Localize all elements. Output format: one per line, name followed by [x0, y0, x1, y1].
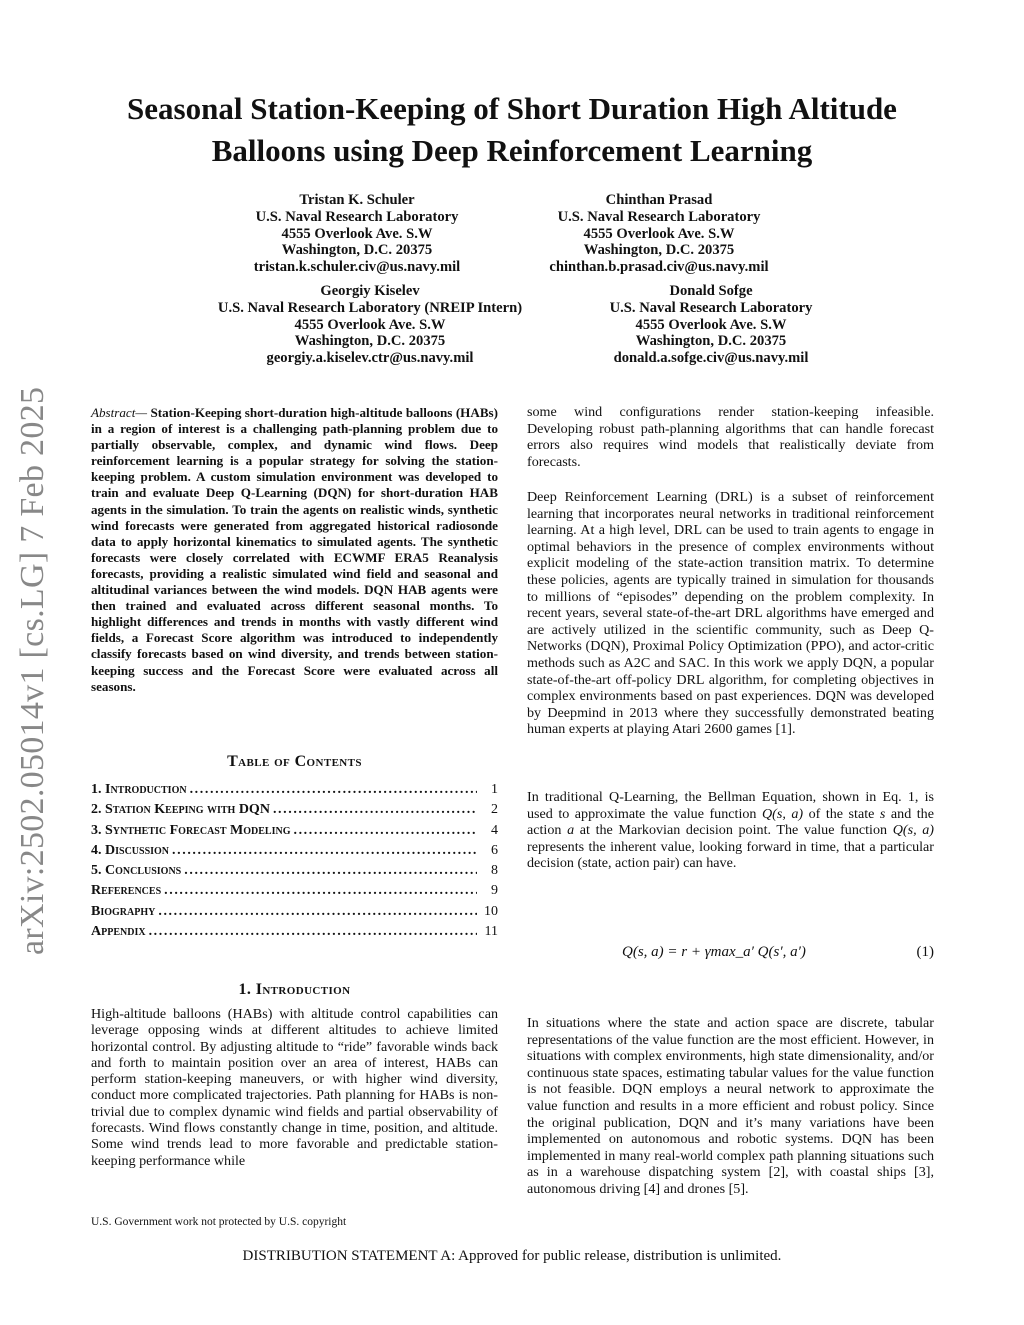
toc-entry-label: Biography	[91, 903, 156, 919]
author-email[interactable]: chinthan.b.prasad.civ@us.navy.mil	[549, 259, 769, 276]
toc-entry[interactable]	[91, 802, 498, 822]
toc-entry-page: 1	[491, 782, 498, 797]
body-paragraph: In situations where the state and action space are discrete, tabular representations of the value function are the most efficient. However, in situations with complex environments, high state dimensionality, and/or continuous state spaces, estimating tabular values for the value function is not feasible. DQN employs a neural network to approximate the value function and results in a more efficient and robust policy. Since the original publication, DQN and it’s many variations have been implemented on autonomous and robotic systems. DQN has been implemented in many real-world complex path planning situations such as in a warehouse dispatching system [2], with coastal ships [3], autonomous driving [4] and drones [5].	[527, 1015, 934, 1197]
text-run: represents the inherent value, looking forward in time, that a particular decision (state, action pair) can have.	[527, 838, 934, 872]
toc-entry-page: 8	[491, 863, 498, 879]
toc-entry-page: 6	[491, 842, 498, 858]
bellman-equation	[527, 944, 934, 966]
author-city: Washington, D.C. 20375	[294, 333, 446, 350]
author-city: Washington, D.C. 20375	[583, 242, 735, 259]
toc-leader	[172, 843, 477, 859]
introduction-paragraph: High-altitude balloons (HABs) with altitude control capabilities can leverage opposing winds at different altitudes to achieve limited horizontal control. By adjusting altitude to “ride” favorable winds back and forth to maintain position over an area of interest, HABs can perform station-keeping maneuvers, or with higher wind diversity, conduct more complicated trajectories. Path planning for HABs is non-trivial due to complex dynamic wind fields and partial observability of forecasts. Wind flows constantly change in time, position, and altitude. Some wind trends lead to more favorable and predictable station-keeping performance while	[91, 1006, 498, 1169]
body-paragraph	[527, 789, 934, 872]
toc-leader	[149, 924, 477, 940]
author-city: Washington, D.C. 20375	[635, 333, 787, 350]
author-name: Chinthan Prasad	[605, 192, 713, 208]
toc-leader	[164, 883, 477, 899]
author-email[interactable]: donald.a.sofge.civ@us.navy.mil	[613, 350, 809, 367]
author-block	[170, 283, 570, 367]
author-street: 4555 Overlook Ave. S.W	[294, 316, 446, 333]
toc-entry[interactable]	[91, 782, 498, 802]
copyright-footnote: U.S. Government work not protected by U.S. copyright	[91, 1216, 347, 1228]
abstract-text: Station-Keeping short-duration high-altitude balloons (HABs) in a region of interest is a challenging path-planning problem due to partially observable, complex, and dynamic wind flows. Deep reinforcement learning is a popular strategy for solving the station-keeping problem. A custom simulation environment was developed to train and evaluate Deep Q-Learning (DQN) for short-duration HAB agents in the simulation. To train the agents on realistic winds, synthetic wind forecasts were generated from aggregated historical radiosonde data to apply horizontal kinematics to simulated agents. The synthetic forecasts were closely correlated with ECWMF ERA5 Reanalysis forecasts, providing a realistic simulated wind field and seasonal and altitudinal variances between the wind models. DQN HAB agents were then trained and evaluated across different seasonal months. To highlight differences and trends in months with vastly different wind fields, a Forecast Score algorithm was introduced to independently classify forecasts based on wind diversity, and trends between station-keeping success and the Forecast Score were evaluated across all seasons.	[91, 405, 499, 694]
table-of-contents	[91, 782, 498, 944]
math-inline: s	[879, 805, 886, 822]
math-inline: a	[567, 822, 575, 839]
author-affiliation: U.S. Naval Research Laboratory	[609, 299, 813, 316]
toc-entry-label: 4. Discussion	[91, 842, 170, 858]
arxiv-identifier[interactable]: arXiv:2502.05014v1 [cs.LG] 7 Feb 2025	[14, 386, 51, 955]
toc-entry[interactable]	[91, 924, 498, 944]
toc-entry[interactable]	[91, 843, 498, 863]
body-paragraph: some wind configurations render station-keeping infeasible. Developing robust path-planning algorithms that can handle forecast errors also requires wind models that realistically deviate from forecasts.	[527, 404, 934, 470]
math-inline: Q(s, a)	[892, 822, 934, 839]
toc-entry-label: 3. Synthetic Forecast Modeling	[91, 822, 291, 838]
body-paragraph: Deep Reinforcement Learning (DRL) is a subset of reinforcement learning that incorporates neural networks in traditional reinforcement learning. At a high level, DRL can be used to train agents to engage in optimal behaviors in the presence of complex environments without explicit modeling of the state-action transition matrix. To determine these policies, agents are typically trained in simulation for thousands to millions of “episodes” depending on the problem complexity. In recent years, several state-of-the-art DRL algorithms have emerged and are actively utilized in the scientific community, such as Deep Q-Networks (DQN), Proximal Policy Optimization (PPO), and actor-critic methods such as A2C and SAC. In this work we apply DQN, a popular state-of-the-art off-policy DRL algorithm, for completing objectives in complex environments based on past experiences. DQN was developed by Deepmind in 2013 where they successfully demonstrated beating human experts at playing Atari 2600 games [1].	[527, 489, 934, 738]
author-name: Georgiy Kiselev	[320, 283, 420, 299]
toc-entry-page: 2	[491, 802, 498, 818]
toc-entry-label: 1. Introduction	[91, 782, 187, 797]
toc-leader	[184, 863, 477, 879]
text-run: and the action	[527, 805, 934, 839]
author-city: Washington, D.C. 20375	[281, 242, 433, 259]
paper-title: Seasonal Station-Keeping of Short Duration High Altitude Balloons using Deep Reinforcement Learning	[127, 91, 897, 168]
author-block	[561, 283, 861, 367]
author-email[interactable]: tristan.k.schuler.civ@us.navy.mil	[253, 259, 461, 276]
toc-leader	[293, 823, 477, 839]
author-street: 4555 Overlook Ave. S.W	[583, 225, 735, 242]
abstract-lead: Abstract—	[91, 405, 148, 420]
toc-entry-page: 4	[491, 822, 498, 838]
author-affiliation: U.S. Naval Research Laboratory (NREIP Intern)	[217, 299, 523, 316]
author-street: 4555 Overlook Ave. S.W	[635, 316, 787, 333]
toc-entry-label: 2. Station Keeping with DQN	[91, 802, 270, 818]
math-inline: Q(s, a)	[761, 805, 804, 822]
author-block	[509, 192, 809, 276]
toc-entry-label: References	[91, 883, 162, 899]
toc-leader	[190, 782, 477, 798]
toc-heading: Table of Contents	[227, 753, 362, 770]
section-heading-introduction: 1. Introduction	[238, 981, 351, 998]
toc-entry-label: 5. Conclusions	[91, 863, 182, 879]
toc-entry[interactable]	[91, 883, 498, 903]
toc-entry-label: Appendix	[91, 924, 146, 940]
toc-entry[interactable]	[91, 863, 498, 883]
distribution-statement: DISTRIBUTION STATEMENT A: Approved for public release, distribution is unlimited.	[242, 1248, 782, 1264]
text-run: In traditional Q-Learning, the Bellman Equation, shown in Eq. 1, is used to approximate the value function	[527, 789, 934, 822]
text-run: of the state	[803, 805, 880, 822]
toc-entry[interactable]	[91, 904, 498, 924]
abstract	[91, 405, 498, 695]
author-affiliation: U.S. Naval Research Laboratory	[557, 208, 761, 225]
toc-entry-page: 11	[484, 924, 498, 940]
equation-body: Q(s, a) = r + γmax_a′ Q(s′, a′)	[622, 944, 806, 960]
text-run: at the Markovian decision point. The value function	[574, 822, 893, 839]
toc-entry-page: 9	[491, 883, 498, 899]
toc-entry[interactable]	[91, 823, 498, 843]
author-block	[207, 192, 507, 276]
toc-entry-page: 10	[484, 903, 498, 919]
equation-number: (1)	[916, 944, 934, 960]
author-street: 4555 Overlook Ave. S.W	[281, 225, 433, 242]
author-email[interactable]: georgiy.a.kiselev.ctr@us.navy.mil	[266, 350, 474, 367]
author-name: Donald Sofge	[669, 283, 753, 299]
toc-leader	[158, 904, 477, 920]
author-name: Tristan K. Schuler	[299, 192, 415, 208]
toc-leader	[273, 802, 477, 818]
author-affiliation: U.S. Naval Research Laboratory	[255, 208, 459, 225]
